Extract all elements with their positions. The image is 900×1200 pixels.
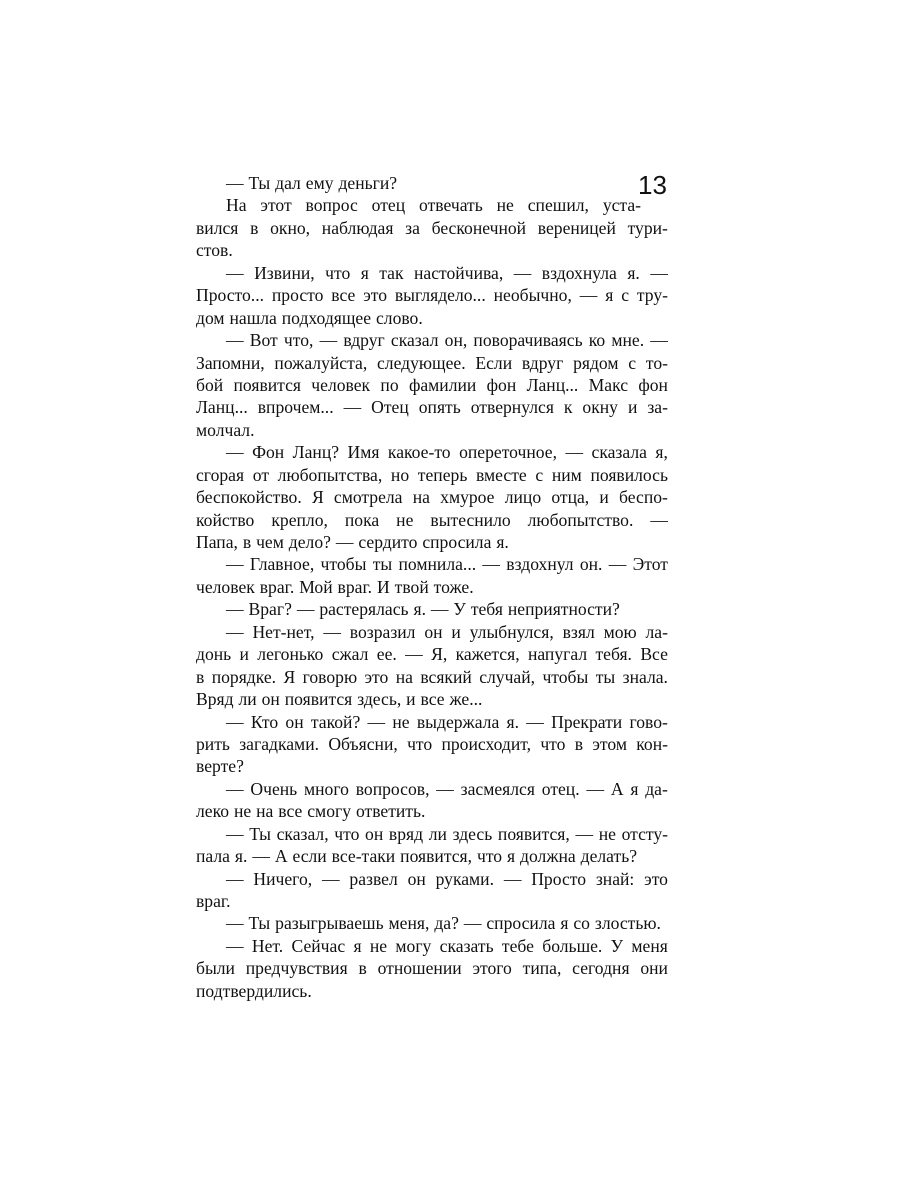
text-line: пала я. — А если все-таки появится, что я должна делать? <box>196 846 638 867</box>
text-line: койство крепло, пока не вытеснило любопытство. — <box>196 509 668 530</box>
text-line: молчал. <box>196 419 255 440</box>
text-line: — Враг? — растерялась я. — У тебя неприятности? <box>226 599 620 620</box>
text-line: стов. <box>196 240 233 261</box>
text-line: — Ты дал ему деньги? <box>226 173 398 193</box>
text-line: Запомни, пожалуйста, следующее. Если вдруг рядом с то- <box>196 352 668 373</box>
text-line: — Ты разыгрываешь меня, да? — спросила я со злостью. <box>226 913 661 934</box>
text-line: бой появится человек по фамилии фон Ланц... Макс фон <box>196 374 668 395</box>
text-line: — Ты сказал, что он вряд ли здесь появится, — не отсту- <box>226 823 668 844</box>
text-line: — Вот что, — вдруг сказал он, поворачиваясь ко мне. — <box>226 330 668 351</box>
text-line: человек враг. Мой враг. И твой тоже. <box>196 576 474 597</box>
text-line: На этот вопрос отец отвечать не спешил, уста- <box>226 195 641 216</box>
text-line: беспокойство. Я смотрела на хмурое лицо отца, и беспо- <box>196 487 668 508</box>
text-line: рить загадками. Объясни, что происходит, что в этом кон- <box>196 733 668 754</box>
text-line: — Ничего, — развел он руками. — Просто знай: это <box>226 868 668 889</box>
text-line: Вряд ли он появится здесь, и все же... <box>196 689 483 710</box>
text-line: — Извини, что я так настойчива, — вздохнула я. — <box>226 262 668 283</box>
text-line: — Нет. Сейчас я не могу сказать тебе больше. У меня <box>226 935 668 956</box>
text-line: донь и легонько сжал ее. — Я, кажется, напугал тебя. Все <box>196 644 668 665</box>
text-line: — Кто он такой? — не выдержала я. — Прекрати гово- <box>226 711 668 732</box>
text-line: Просто... просто все это выглядело... необычно, — я с тру- <box>196 285 668 306</box>
text-line: Папа, в чем дело? — сердито спросила я. <box>196 532 509 552</box>
text-line: — Главное, чтобы ты помнила... — вздохнул он. — Этот <box>226 554 668 575</box>
text-line: леко не на все смогу ответить. <box>196 801 426 822</box>
text-line: в порядке. Я говорю это на всякий случай, чтобы ты знала. <box>196 666 668 687</box>
text-line: враг. <box>196 891 231 911</box>
page-text <box>196 172 668 1002</box>
text-line: были предчувствия в отношении этого типа, сегодня они <box>196 958 668 979</box>
text-line: Ланц... впрочем... — Отец опять отвернулся к окну и за- <box>196 397 668 418</box>
text-line: сгорая от любопытства, но теперь вместе с ним появилось <box>196 464 668 485</box>
text-line: верте? <box>196 756 244 777</box>
page-number: 13 <box>638 170 667 200</box>
text-line: дом нашла подходящее слово. <box>196 307 423 328</box>
text-line: подтвердились. <box>196 980 312 1001</box>
text-line: — Фон Ланц? Имя какое-то опереточное, — сказала я, <box>226 442 668 463</box>
text-line: — Очень много вопросов, — засмеялся отец. — А я да- <box>226 778 668 799</box>
text-line: вился в окно, наблюдая за бесконечной вереницей тури- <box>196 217 668 238</box>
text-line: — Нет-нет, — возразил он и улыбнулся, взял мою ла- <box>226 621 668 642</box>
